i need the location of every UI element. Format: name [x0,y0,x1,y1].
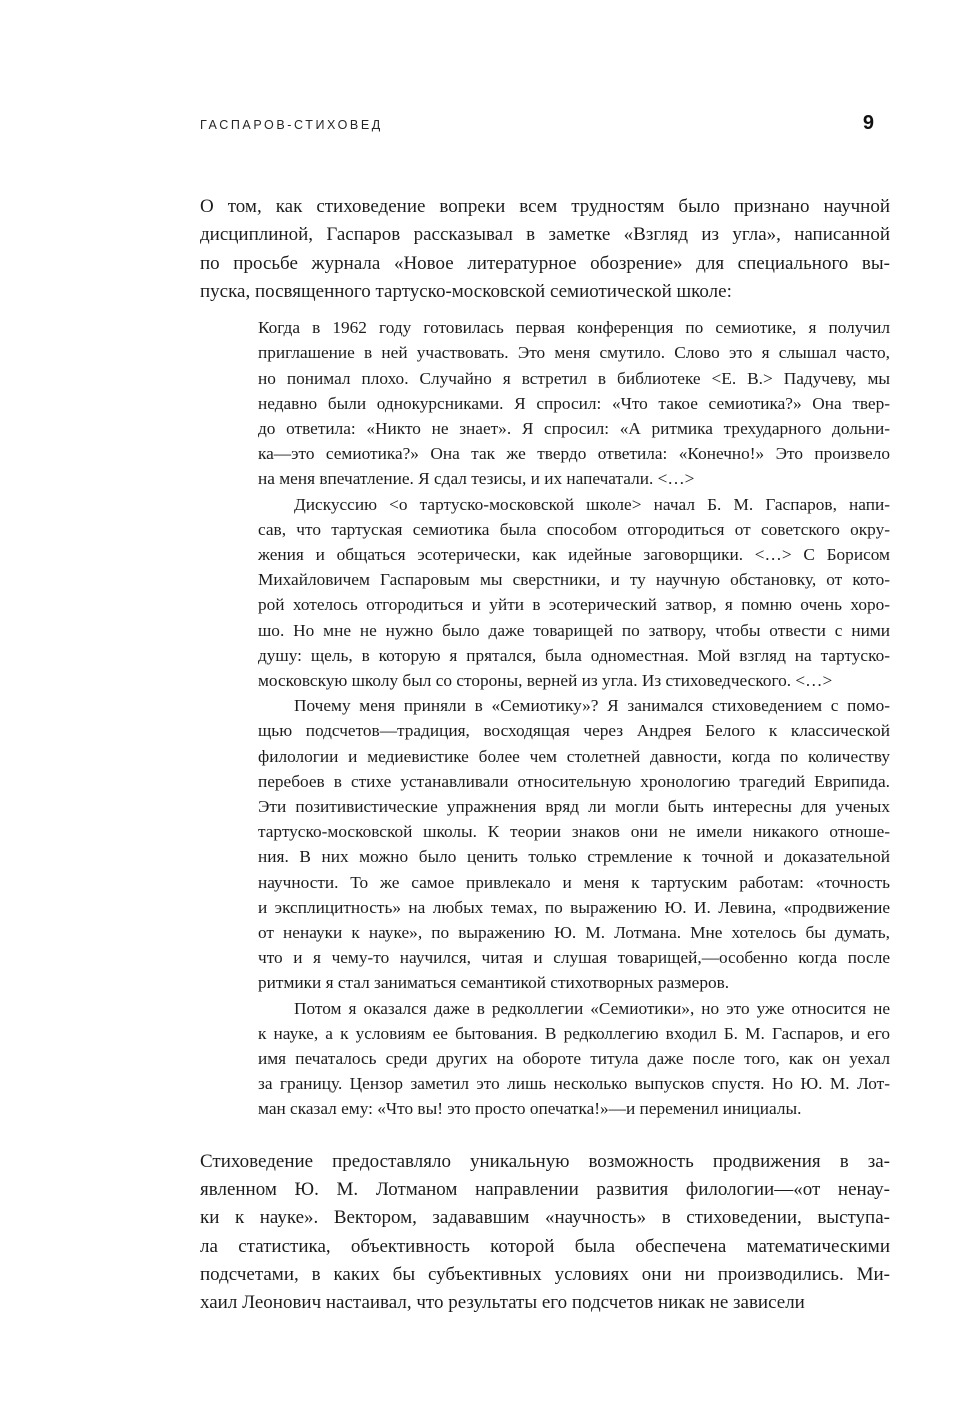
text-line: Когда в 1962 году готовилась первая конференция по семиотике, я получил [258,318,890,338]
text-line: Почему меня приняли в «Семиотику»? Я занимался стиховедением с помо- [294,696,890,716]
text-line: недавно были однокурсниками. Я спросил: «Что такое семиотика?» Она твер- [258,393,890,413]
text-line: О том, как стиховедение вопреки всем трудностям было признано научной [200,196,890,217]
text-line: Потом я оказался даже в редколлегии «Семиотики», но это уже относится не [294,998,890,1018]
text-line: на меня впечатление. Я сдал тезисы, и их напечатали. <…> [258,469,695,489]
text-line: Дискуссию <о тартуско-московской школе> начал Б. М. Гаспаров, напи- [294,494,890,514]
text-line: что и я чему-то научился, читая и слушая товарищей,—особенно когда после [258,948,890,968]
block-quote [258,315,890,1122]
text-line: от ненауки к науке», по выражению Ю. М. Лотмана. Мне хотелось бы думать, [258,923,890,943]
text-line: ритмики я стал заниматься семантикой стихотворных размеров. [258,973,730,993]
text-line: Михайловичем Гаспаровым мы сверстники, и ту научную обстановку, от кото- [258,570,890,590]
intro-paragraph [200,193,890,306]
text-line: подсчетами, в каких бы субъективных условиях они ни производились. Ми- [200,1263,890,1285]
text-line: хаил Леонович настаивал, что результаты его подсчетов никак не зависели [200,1292,805,1314]
text-line: явленном Ю. М. Лотманом направлении развития филологии—«от ненау- [200,1178,890,1200]
text-line: и эксплицитность» на любых темах, по выражению Ю. И. Левина, «продвижение [258,897,890,917]
text-line: Эти позитивистические упражнения вряд ли могли быть интересны для ученых [258,797,890,817]
text-line: ки к науке». Вектором, задававшим «научность» в стиховедении, выступа- [200,1207,890,1229]
text-line: щью подсчетов—традиция, восходящая через Андрея Белого к классической [258,721,890,741]
quote-paragraph [258,315,890,491]
page-body [200,193,890,1317]
text-line: ла статистика, объективность которой была обеспечена математическими [200,1235,890,1257]
text-line: научности. То же самое привлекало и меня к тартуским работам: «точность [258,872,890,892]
text-line: пуска, посвященного тартуско-московской семиотической школе: [200,280,732,302]
text-line: за границу. Цензор заметил это лишь несколько выпусков спустя. Но Ю. М. Лот- [258,1074,890,1094]
text-line: дисциплиной, Гаспаров рассказывал в заметке «Взгляд из угла», написанной [200,224,890,246]
text-line: приглашение в ней участвовать. Это меня смутило. Слово это я слышал часто, [258,343,890,363]
text-line: тартуско-московской школы. К теории знаков они не имели никакого отноше- [258,822,890,842]
running-head [200,112,890,132]
text-line: филологии и медиевистике более чем столетней давности, когда по количеству [258,746,890,766]
text-line: к науке, а к условиям ее бытования. В редколлегию входил Б. М. Гаспаров, и его [258,1023,890,1043]
quote-paragraph [258,492,890,694]
text-line: имя печаталось среди других на обороте титула даже после того, как он уехал [258,1049,890,1069]
text-line: Стиховедение предоставляло уникальную возможность продвижения в за- [200,1150,890,1172]
quote-paragraph [258,693,890,995]
running-title: ГАСПАРОВ-СТИХОВЕД [200,118,383,132]
text-line: сав, что тартуская семиотика была способом отгородиться от советского окру- [258,519,890,539]
text-line: до ответила: «Никто не знает». Я спросил: «А ритмика трехударного дольни- [258,419,890,438]
text-line: перебоев в стихе устанавливали относительную хронологию трагедий Еврипида. [258,771,890,791]
text-line: жения и общаться эсотерически, как идейные заговорщики. <…> С Борисом [258,545,890,565]
text-line: ния. В них можно было ценить только стремление к точной и доказательной [258,847,890,867]
text-line: московскую школу был со стороны, верней из угла. Из стиховедческого. <…> [258,671,833,691]
text-line: по просьбе журнала «Новое литературное обозрение» для специального вы- [200,252,890,274]
closing-paragraph [200,1148,890,1318]
text-line: шо. Но мне не нужно было даже товарищей по затвору, чтобы отвести с ними [258,620,890,640]
text-line: но понимал плохо. Случайно я встретил в библиотеке <Е. В.> Падучеву, мы [258,368,890,388]
text-line: ка—это семиотика?» Она так же твердо ответила: «Конечно!» Это произвело [258,444,890,464]
text-line: душу: щель, в которую я прятался, была одноместная. Мой взгляд на тартуско- [258,645,890,665]
text-line: ман сказал ему: «Что вы! это просто опечатка!»—и переменил инициалы. [258,1099,802,1119]
text-line: рой хотелось отгородиться и уйти в эсотерический затвор, я помню очень хоро- [258,595,890,615]
quote-paragraph [258,996,890,1122]
page-number: 9 [862,112,874,134]
